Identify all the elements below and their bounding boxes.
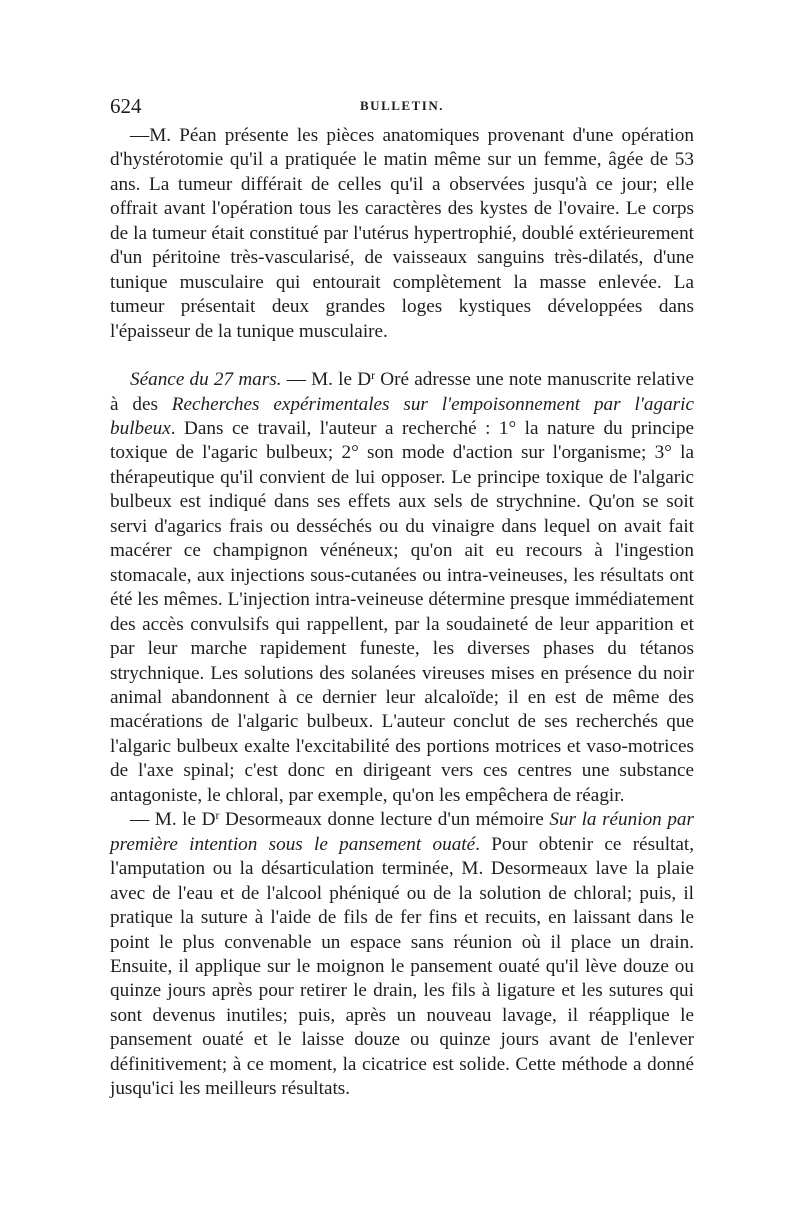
running-title: BULLETIN. bbox=[360, 98, 444, 113]
work-title-desormeaux: Sur la réunion par première intention sous le pansement ouaté bbox=[110, 809, 694, 855]
paragraph-ore-part3: . Dans ce travail, l'auteur a recherché : 1° la nature du principe toxique de l'agaric bulbeux; 2° son mode d'action sur l'organisme; 3° la thérapeutique qu'il convient de lui opposer. Le principe toxique de l'algaric bulbeux est indiqué dans ses effets aux sels de strychnine. Qu'on se soit servi d'agarics frais ou desséchés ou du vinaigre dans lequel on avait fait macérer ce champignon vénéneux; qu'on ait eu recours à l'ingestion stomacale, aux injections sous-cutanées ou intra-veineuses, les résultats ont été les mêmes. L'injection intra-veineuse détermine presque immédiatement des accès convulsifs qui rappellent, par la soudaineté de leur apparition et par leur marche rapidement funeste, les diverses phases du tétanos strychnique. Les solutions des solanées vireuses mises en présence du noir animal abandonnent à ce dernier leur alcaloïde; il en est de même des macérations de l'algaric bulbeux. L'auteur conclut de ses recherchés que l'algaric bulbeux exalte l'excitabilité des portions motrices et vaso-motrices de l'axe spinal; c'est donc en dirigeant vers ces centres une substance antagoniste, le chloral, par exemple, qu'on les empêchera de réagir. bbox=[110, 417, 694, 806]
paragraph-ore-part1: — M. le D bbox=[281, 369, 372, 391]
work-title-ore: Recherches expérimentales sur l'empoisonnement par l'agaric bulbeux bbox=[110, 393, 694, 439]
paragraph-desormeaux-part1: — M. le D bbox=[130, 809, 216, 831]
paragraph-desormeaux-part3: . Pour obtenir ce résultat, l'amputation ou la désarticulation terminée, M. Desormeaux lave la plaie avec de l'eau et de l'alcool phéniqué ou de la solution de chloral; puis, il pratique la suture à l'aide de fils de fer fins et recuits, en laissant dans le point le plus convenable un espace sans réunion où il place un drain. Ensuite, il applique sur le moignon le pansement ouaté qu'il lève douze ou quinze jours après pour retirer le drain, les fils à ligature et les sutures qui sont devenus inutiles; puis, après un nouveau lavage, il réapplique le pansement ouaté et le laisse douze ou quinze jours avant de l'enlever définitivement; à ce moment, la cicatrice est solide. Cette méthode a donné jusqu'ici les meilleurs résultats. bbox=[110, 833, 695, 1100]
page-header bbox=[110, 90, 694, 124]
body-text bbox=[110, 124, 694, 1102]
doctor-superscript: r bbox=[215, 808, 220, 823]
paragraph-ore bbox=[110, 368, 694, 808]
paragraph-ore-part2: Oré adresse une note manuscrite relative à des bbox=[110, 369, 694, 415]
page-number: 624 bbox=[110, 94, 142, 118]
doctor-superscript: r bbox=[371, 368, 376, 383]
paragraph-desormeaux-part2: Desormeaux donne lecture d'un mémoire bbox=[219, 809, 550, 831]
document-page bbox=[110, 90, 694, 1102]
paragraph-desormeaux bbox=[110, 808, 694, 1101]
session-date: Séance du 27 mars. bbox=[130, 369, 282, 391]
paragraph-pean: —M. Péan présente les pièces anatomiques provenant d'une opération d'hystérotomie qu'il a pratiquée le matin même sur un femme, âgée de 53 ans. La tumeur différait de celles qu'il a observées jusqu'à ce jour; elle offrait avant l'opération tous les caractères des kystes de l'ovaire. Le corps de la tumeur était constitué par l'utérus hypertrophié, doublé extérieurement d'un péritoine très-vascularisé, de vaisseaux sanguins très-dilatés, d'une tunique musculaire qui entourait complètement la masse enlevée. La tumeur présentait deux grandes loges kystiques développées dans l'épaisseur de la tunique musculaire. bbox=[110, 125, 694, 342]
